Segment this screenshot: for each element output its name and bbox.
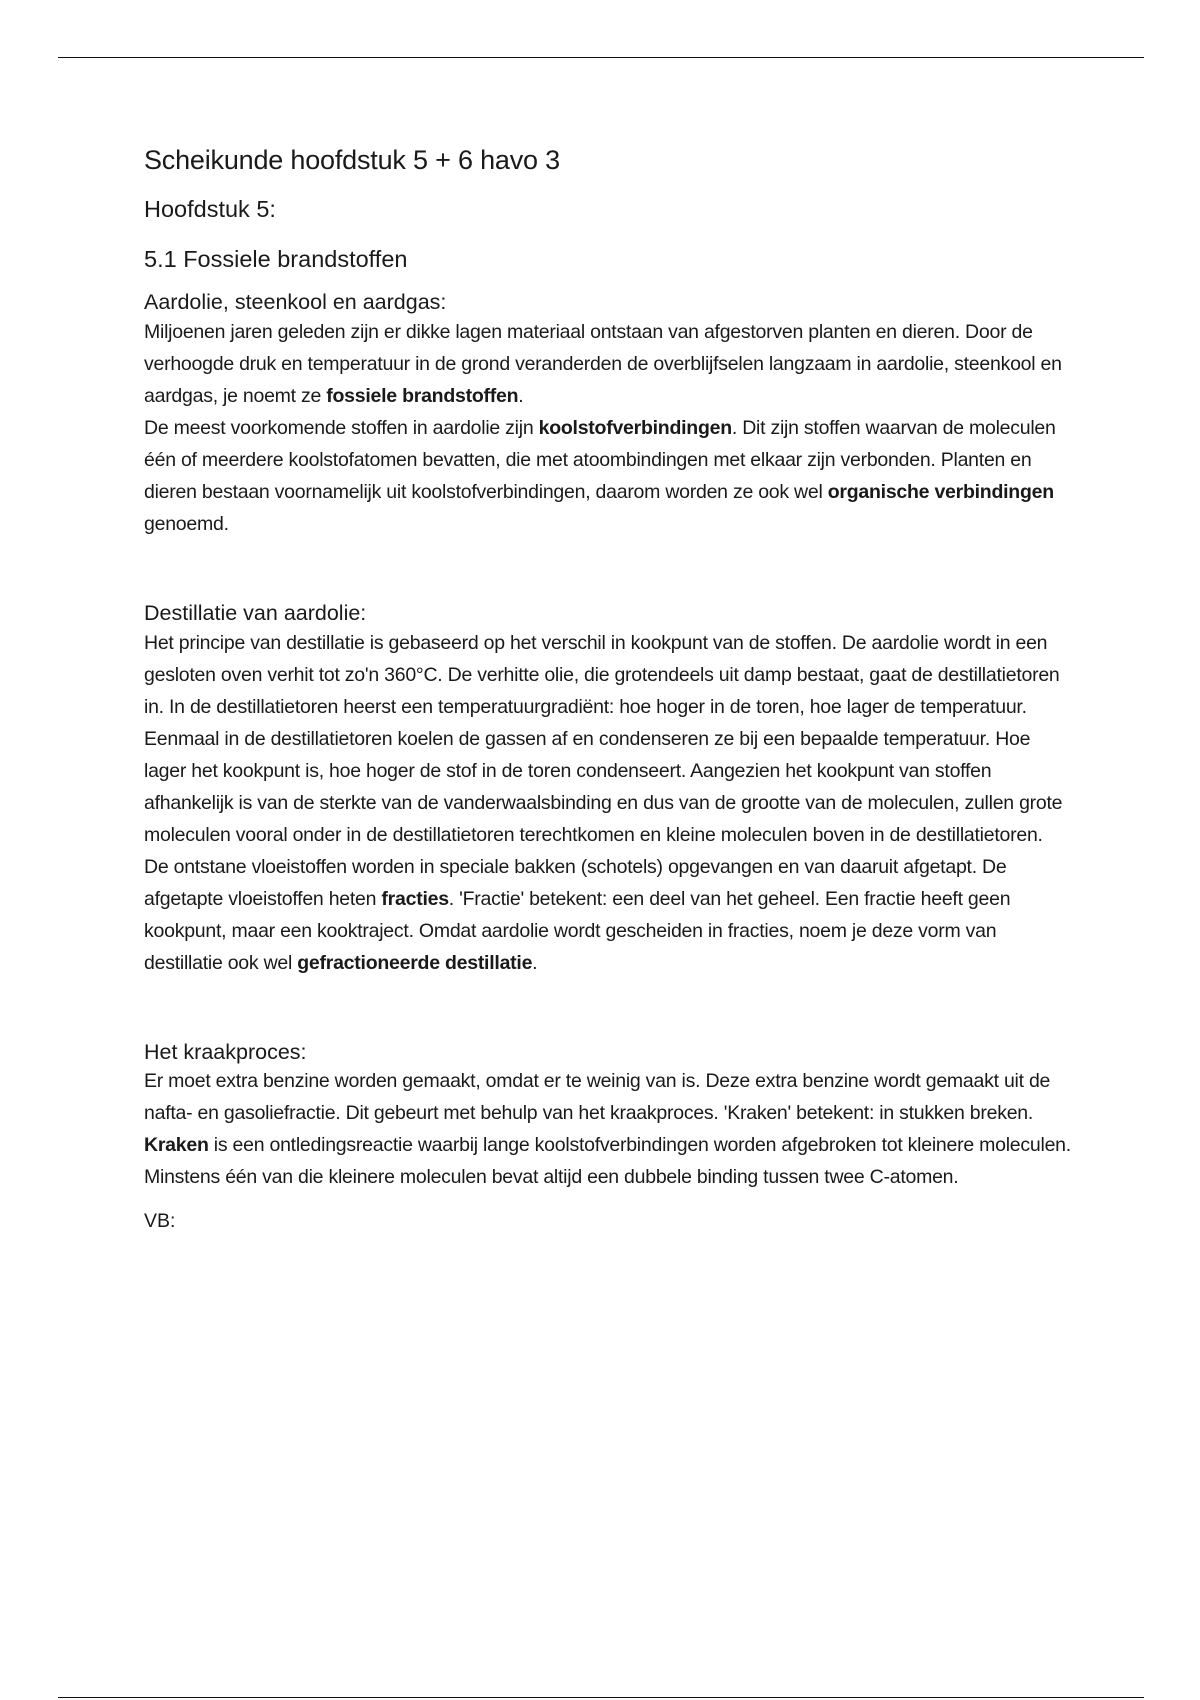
- paragraph-kraakproces: Er moet extra benzine worden gemaakt, omdat er te weinig van is. Deze extra benzine wordt gemaakt uit de nafta- en gasoliefractie. Dit gebeurt met behulp van het kraakproces. 'Kraken' betekent: in stukken breken. Kraken is een ontledingsreactie waarbij lange koolstofverbindingen worden afgebroken tot kleinere moleculen. Minstens één van die kleinere moleculen bevat altijd een dubbele binding tussen twee C-atomen.: [144, 1070, 1071, 1189]
- section-heading: 5.1 Fossiele brandstoffen: [144, 245, 408, 272]
- subheading-kraakproces: Het kraakproces:: [144, 1039, 307, 1064]
- term-organische-verbindingen: organische verbindingen: [827, 480, 1054, 503]
- spacer: [144, 540, 1074, 600]
- document-title: Scheikunde hoofdstuk 5 + 6 havo 3: [144, 145, 560, 175]
- footer-rule: [58, 1697, 1144, 1698]
- term-koolstofverbindingen: koolstofverbindingen: [538, 416, 732, 439]
- term-kraken: Kraken: [144, 1134, 209, 1157]
- paragraph-koolstofverbindingen: De meest voorkomende stoffen in aardolie zijn koolstofverbindingen. Dit zijn stoffen waarvan de moleculen één of meerdere koolstofatomen bevatten, die met atoombindingen met elkaar zijn verbonden. Planten en dieren bestaan voornamelijk uit koolstofverbindingen, daarom worden ze ook wel organische verbindingen genoemd.: [144, 416, 1056, 535]
- term-fracties: fracties: [381, 887, 449, 910]
- subheading-aardolie: Aardolie, steenkool en aardgas:: [144, 289, 447, 314]
- chapter-heading: Hoofdstuk 5:: [144, 196, 276, 223]
- paragraph-fracties: De ontstane vloeistoffen worden in speciale bakken (schotels) opgevangen en van daaruit afgetapt. De afgetapte vloeistoffen heten fracties. 'Fractie' betekent: een deel van het geheel. Een fractie heeft geen kookpunt, maar een kooktraject. Omdat aardolie wordt gescheiden in fracties, noem je deze vorm van destillatie ook wel gefractioneerde destillatie.: [144, 855, 1011, 974]
- spacer: [144, 1193, 1074, 1205]
- term-gefractioneerde-destillatie: gefractioneerde destillatie: [297, 951, 533, 974]
- spacer: [144, 979, 1074, 1039]
- paragraph-fossiele-brandstoffen: Miljoenen jaren geleden zijn er dikke lagen materiaal ontstaan van afgestorven planten en dieren. Door de verhoogde druk en temperatuur in de grond veranderden de overblijfselen langzaam in aardolie, steenkool en aardgas, je noemt ze fossiele brandstoffen.: [144, 320, 1062, 407]
- paragraph-destillatie-principe: Het principe van destillatie is gebaseerd op het verschil in kookpunt van de stoffen. De aardolie wordt in een gesloten oven verhit tot zo'n 360°C. De verhitte olie, die grotendeels uit damp bestaat, gaat de destillatietoren in. In de destillatietoren heerst een temperatuurgradiënt: hoe hoger in de toren, hoe lager de temperatuur. Eenmaal in de destillatietoren koelen de gassen af en condenseren ze bij een bepaalde temperatuur. Hoe lager het kookpunt is, hoe hoger de stof in de toren condenseert. Aangezien het kookpunt van stoffen afhankelijk is van de sterkte van de vanderwaalsbinding en dus van de grootte van de moleculen, zullen grote moleculen vooral onder in de destillatietoren terechtkomen en kleine moleculen boven in de destillatietoren.: [144, 631, 1063, 846]
- header-rule: [58, 57, 1144, 58]
- document-body: [144, 144, 1074, 1237]
- subheading-destillatie: Destillatie van aardolie:: [144, 600, 367, 625]
- example-label: VB:: [144, 1210, 176, 1233]
- term-fossiele-brandstoffen: fossiele brandstoffen: [326, 384, 519, 407]
